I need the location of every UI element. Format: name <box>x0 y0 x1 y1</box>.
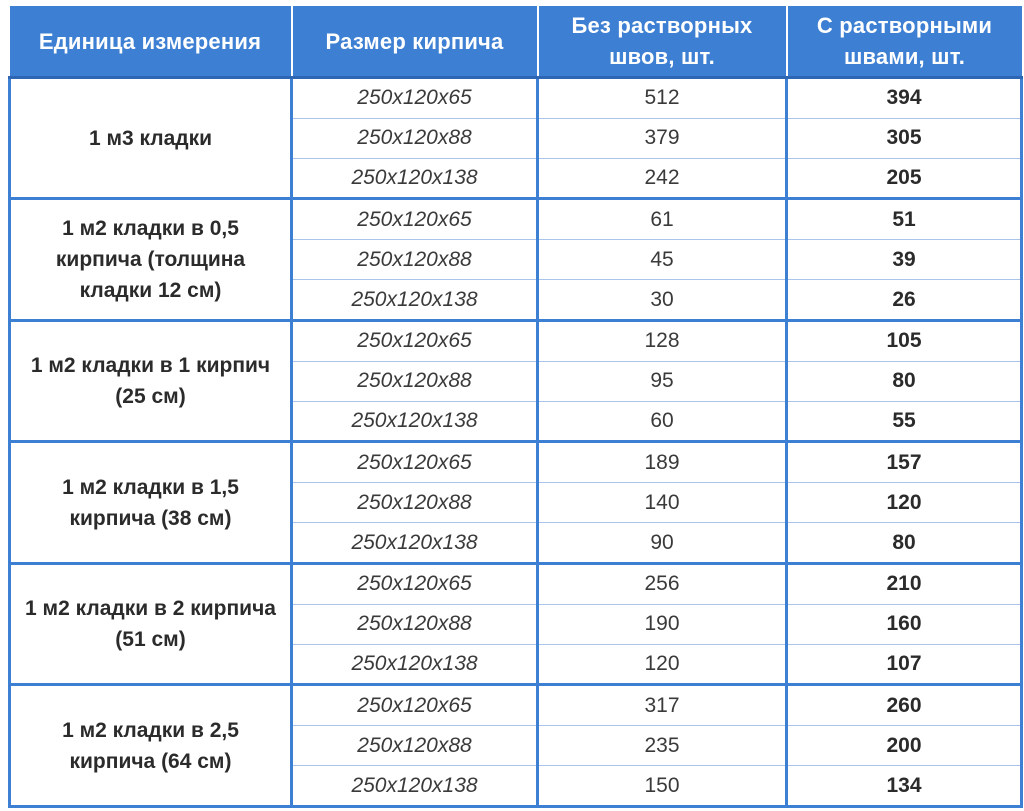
brick-size-cell: 250х120х88 <box>292 604 538 644</box>
with-mortar-cell: 80 <box>787 361 1022 401</box>
brick-size-cell: 250х120х88 <box>292 361 538 401</box>
unit-cell: 1 м2 кладки в 2 кирпича (51 см) <box>10 563 292 684</box>
unit-cell: 1 м2 кладки в 2,5 кирпича (64 см) <box>10 685 292 807</box>
brick-size-cell: 250х120х88 <box>292 726 538 766</box>
table-row <box>10 78 1022 119</box>
table-row <box>10 442 1022 483</box>
brick-size-cell: 250х120х65 <box>292 78 538 119</box>
with-mortar-cell: 200 <box>787 726 1022 766</box>
brick-size-cell: 250х120х65 <box>292 320 538 361</box>
with-mortar-cell: 120 <box>787 483 1022 523</box>
without-mortar-cell: 60 <box>538 401 787 442</box>
with-mortar-cell: 26 <box>787 280 1022 321</box>
table-row <box>10 199 1022 240</box>
without-mortar-cell: 140 <box>538 483 787 523</box>
without-mortar-cell: 317 <box>538 685 787 726</box>
brick-size-cell: 250х120х65 <box>292 563 538 604</box>
unit-cell: 1 м2 кладки в 0,5 кирпича (толщина кладки 12 см) <box>10 199 292 320</box>
table-row <box>10 320 1022 361</box>
with-mortar-cell: 160 <box>787 604 1022 644</box>
without-mortar-cell: 235 <box>538 726 787 766</box>
brick-size-cell: 250х120х138 <box>292 280 538 321</box>
with-mortar-cell: 51 <box>787 199 1022 240</box>
table-body <box>10 78 1022 807</box>
without-mortar-cell: 379 <box>538 118 787 158</box>
with-mortar-cell: 157 <box>787 442 1022 483</box>
without-mortar-cell: 61 <box>538 199 787 240</box>
without-mortar-cell: 256 <box>538 563 787 604</box>
brick-size-cell: 250х120х65 <box>292 199 538 240</box>
without-mortar-cell: 242 <box>538 158 787 199</box>
brick-size-cell: 250х120х138 <box>292 766 538 807</box>
with-mortar-cell: 80 <box>787 523 1022 564</box>
brick-size-cell: 250х120х138 <box>292 523 538 564</box>
header-unit: Единица измерения <box>10 6 292 78</box>
header-without-mortar: Без растворных швов, шт. <box>538 6 787 78</box>
brick-size-cell: 250х120х65 <box>292 685 538 726</box>
with-mortar-cell: 134 <box>787 766 1022 807</box>
with-mortar-cell: 205 <box>787 158 1022 199</box>
without-mortar-cell: 189 <box>538 442 787 483</box>
table-row <box>10 563 1022 604</box>
with-mortar-cell: 260 <box>787 685 1022 726</box>
with-mortar-cell: 210 <box>787 563 1022 604</box>
with-mortar-cell: 105 <box>787 320 1022 361</box>
brick-count-table-frame <box>8 6 1020 808</box>
with-mortar-cell: 107 <box>787 644 1022 685</box>
brick-size-cell: 250х120х138 <box>292 644 538 685</box>
header-brick-size: Размер кирпича <box>292 6 538 78</box>
with-mortar-cell: 394 <box>787 78 1022 119</box>
without-mortar-cell: 128 <box>538 320 787 361</box>
table-header-row <box>10 6 1022 78</box>
without-mortar-cell: 95 <box>538 361 787 401</box>
without-mortar-cell: 190 <box>538 604 787 644</box>
unit-cell: 1 м2 кладки в 1,5 кирпича (38 см) <box>10 442 292 563</box>
without-mortar-cell: 512 <box>538 78 787 119</box>
with-mortar-cell: 55 <box>787 401 1022 442</box>
table-row <box>10 685 1022 726</box>
with-mortar-cell: 305 <box>787 118 1022 158</box>
without-mortar-cell: 120 <box>538 644 787 685</box>
without-mortar-cell: 90 <box>538 523 787 564</box>
without-mortar-cell: 30 <box>538 280 787 321</box>
header-with-mortar: С растворными швами, шт. <box>787 6 1022 78</box>
brick-size-cell: 250х120х138 <box>292 158 538 199</box>
brick-size-cell: 250х120х88 <box>292 118 538 158</box>
unit-cell: 1 м2 кладки в 1 кирпич (25 см) <box>10 320 292 441</box>
brick-size-cell: 250х120х138 <box>292 401 538 442</box>
with-mortar-cell: 39 <box>787 240 1022 280</box>
without-mortar-cell: 150 <box>538 766 787 807</box>
brick-size-cell: 250х120х88 <box>292 483 538 523</box>
without-mortar-cell: 45 <box>538 240 787 280</box>
unit-cell: 1 м3 кладки <box>10 78 292 199</box>
brick-size-cell: 250х120х88 <box>292 240 538 280</box>
brick-count-table <box>8 6 1023 808</box>
brick-size-cell: 250х120х65 <box>292 442 538 483</box>
